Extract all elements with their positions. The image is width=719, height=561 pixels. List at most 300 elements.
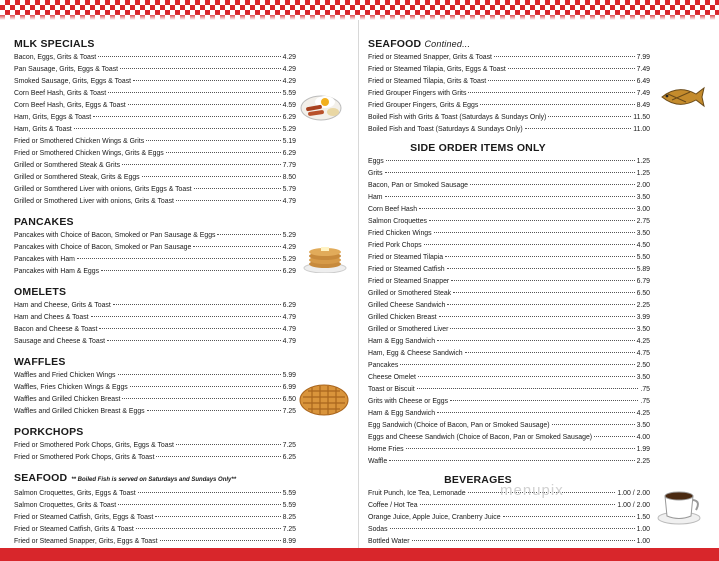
dot-leader [450,400,638,401]
menu-item-name: Grits with Cheese or Eggs [368,398,449,405]
dot-leader [99,328,280,329]
menu-item-price: .75 [640,398,650,405]
dot-leader [217,234,280,235]
menu-item-price: 7.49 [636,90,650,97]
menu-item [14,512,296,524]
section-title-text: OMELETS [14,286,67,298]
menu-item-name: Grits [368,170,383,177]
menu-item-price: 2.00 [636,182,650,189]
menu-item-name: Pancakes with Ham & Eggs [14,268,100,275]
dot-leader [385,172,635,173]
menu-item-name: Ham & Egg Sandwich [368,338,436,345]
menu-item [368,500,650,512]
mlk-items [14,52,296,208]
dot-leader [146,140,280,141]
menu-item-name: Fried or Smothered Pork Chops, Grits, Eggs & Toast [14,442,174,449]
bottom-red-bar [0,548,719,561]
menu-item-price: 3.50 [636,230,650,237]
menu-item-price: 7.25 [282,442,296,449]
dot-leader [166,152,281,153]
menu-item-price: 4.79 [282,338,296,345]
menu-item-name: Ham and Cheese, Grits & Toast [14,302,111,309]
menu-item-price: 1.25 [636,158,650,165]
menu-item-name: Grilled or Somthered Liver with onions, Grits Eggs & Toast [14,186,192,193]
menu-item [368,192,650,204]
menu-item-price: 6.25 [282,454,296,461]
menu-item [368,312,650,324]
dot-leader [420,504,616,505]
menu-item-name: Home Fries [368,446,404,453]
menu-item [14,64,296,76]
menu-item-price: 3.50 [636,374,650,381]
menu-item [368,420,650,432]
dot-leader [437,412,635,413]
section-title-text: SEAFOOD [14,472,68,484]
menu-item [14,254,296,266]
dot-leader [508,68,635,69]
menu-item [368,288,650,300]
menu-item-price: 4.29 [282,54,296,61]
menu-item-name: Sausage and Cheese & Toast [14,338,106,345]
dot-leader [470,184,635,185]
dot-leader [548,116,631,117]
dot-leader [142,176,281,177]
menu-item-name: Boiled Fish with Grits & Toast (Saturdays & Sundays Only) [368,114,547,121]
menu-item-price: 5.79 [282,186,296,193]
menu-item-price: 5.29 [282,126,296,133]
dot-leader [451,280,634,281]
dot-leader [488,80,634,81]
menu-item-price: 8.25 [282,514,296,521]
dot-leader [156,456,280,457]
menu-item [14,524,296,536]
dot-leader [77,258,281,259]
boiled-fish-note: ** Boiled Fish is served on Saturdays and Sundays Only** [71,477,237,483]
menu-item-price: 4.79 [282,198,296,205]
menu-item [368,124,650,136]
menu-item-name: Ham [368,194,383,201]
menu-item [368,336,650,348]
menu-item-name: Fried or Steamed Tilapia, Grits & Toast [368,78,487,85]
coffee-cup-icon [656,486,702,526]
menu-item-name: Egg Sandwich (Choice of Bacon, Pan or Smoked Sausage) [368,422,550,429]
menu-item-name: Salmon Croquettes, Grits & Toast [14,502,117,509]
menu-item-price: 8.50 [282,174,296,181]
menu-item-price: 1.50 [636,514,650,521]
menu-item-name: Pan Sausage, Grits, Eggs & Toast [14,66,119,73]
menu-item-price: 7.49 [636,66,650,73]
menu-item-price: 1.00 [636,526,650,533]
dot-leader [108,92,280,93]
menu-item [14,184,296,196]
menu-item-price: 7.25 [282,408,296,415]
menu-item-price: 4.75 [636,350,650,357]
menu-item [368,100,650,112]
dot-leader [437,340,635,341]
menu-item-price: 4.59 [282,102,296,109]
menu-item [14,536,296,548]
dot-leader [118,374,281,375]
menu-item [368,88,650,100]
dot-leader [160,540,281,541]
menu-item-price: 4.29 [282,244,296,251]
menu-item-price: 3.99 [636,314,650,321]
menu-item-name: Fried Chicken Wings [368,230,432,237]
dot-leader [386,160,635,161]
menu-item-name: Fried Grouper Fingers with Grits [368,90,467,97]
section-title-text: PANCAKES [14,216,74,228]
dot-leader [417,388,639,389]
menu-item-price: 1.00 / 2.00 [617,502,650,509]
menu-item-price: 7.25 [282,526,296,533]
waffle-items [14,370,296,418]
section-title-text: WAFFLES [14,356,66,368]
menu-item-price: 5.19 [282,138,296,145]
menu-item-price: 6.29 [282,114,296,121]
menu-item-name: Fruit Punch, Ice Tea, Lemonade [368,490,466,497]
menu-item-name: Fried or Smothered Chicken Wings, Grits & Eggs [14,150,164,157]
menu-item [14,406,296,418]
menu-item [14,112,296,124]
dot-leader [424,244,635,245]
dot-leader [400,364,634,365]
section-title-text: PORKCHOPS [14,426,84,438]
menu-item-price: .75 [640,386,650,393]
menu-item-price: 4.25 [636,338,650,345]
menu-item [14,394,296,406]
menu-item [368,252,650,264]
page-fold-divider [358,20,359,548]
menu-item-name: Fried or Steamed Catfish [368,266,445,273]
dot-leader [107,340,281,341]
menu-item-name: Corn Beef Hash, Grits & Toast [14,90,107,97]
dot-leader [122,398,280,399]
dot-leader [130,386,281,387]
porkchop-items [14,440,296,464]
menu-item [368,432,650,444]
menu-item-price: 8.99 [282,538,296,545]
menu-item [14,160,296,172]
menu-item-name: Grilled or Smothered Steak [368,290,452,297]
dot-leader [91,316,281,317]
dot-leader [412,540,635,541]
menu-item-name: Ham, Grits & Toast [14,126,72,133]
dot-leader [122,164,281,165]
menu-item-price: 6.79 [636,278,650,285]
dot-leader [390,528,635,529]
menu-item-price: 2.75 [636,218,650,225]
dot-leader [439,316,635,317]
menu-item [14,172,296,184]
menu-item-name: Bottled Water [368,538,410,545]
menu-item [368,168,650,180]
dot-leader [136,528,281,529]
menu-item [14,52,296,64]
dot-leader [406,448,635,449]
menu-item-name: Orange Juice, Apple Juice, Cranberry Juice [368,514,501,521]
menu-item-price: 6.50 [282,396,296,403]
menu-item [14,382,296,394]
menu-item-name: Fried or Steamed Snapper, Grits, Eggs & Toast [14,538,158,545]
section-title-text: MLK SPECIALS [14,38,95,50]
dot-leader [101,270,281,271]
menu-item-price: 5.29 [282,232,296,239]
menu-item-price: 2.50 [636,362,650,369]
side-order-items [368,156,650,468]
menu-item [14,336,296,348]
menu-item [368,52,650,64]
menu-item-name: Fried or Steamed Tilapia [368,254,444,261]
section-title-side-orders [368,142,650,154]
menu-item-name: Grilled or Somthered Steak & Grits [14,162,121,169]
menu-item-name: Salmon Croquettes [368,218,427,225]
dot-leader [447,304,634,305]
menu-item [368,536,650,548]
section-title-seafood-continued [368,38,650,50]
dot-leader [147,410,281,411]
menu-item-name: Fried or Smothered Chicken Wings & Grits [14,138,145,145]
menu-item-price: 4.50 [636,242,650,249]
menu-item [14,88,296,100]
menu-item [368,216,650,228]
menu-item-name: Bacon, Eggs, Grits & Toast [14,54,97,61]
menu-item [14,370,296,382]
menu-item-name: Waffles, Fries Chicken Wings & Eggs [14,384,128,391]
menu-right-column [368,36,650,548]
menu-item-name: Sodas [368,526,388,533]
menu-item [14,242,296,254]
menu-item-price: 4.00 [636,434,650,441]
menu-item [368,444,650,456]
menu-item-name: Salmon Croquettes, Grits, Eggs & Toast [14,490,136,497]
dot-leader [480,104,634,105]
menu-item-name: Fried Grouper Fingers, Grits & Eggs [368,102,479,109]
menu-item [368,396,650,408]
menu-item [14,440,296,452]
menu-item-price: 4.25 [636,410,650,417]
menu-item [368,264,650,276]
dot-leader [429,220,635,221]
menu-item [14,76,296,88]
menu-item-name: Ham, Grits, Eggs & Toast [14,114,92,121]
dot-leader [155,516,280,517]
section-title-text: SIDE ORDER ITEMS ONLY [410,142,546,154]
menu-item-price: 6.29 [282,268,296,275]
fried-fish-icon [656,82,706,112]
menu-item [14,136,296,148]
section-title-mlk [14,38,296,50]
menu-item-price: 4.79 [282,326,296,333]
menu-item [14,196,296,208]
menu-item-name: Corn Beef Hash [368,206,418,213]
menu-item-price: 1.25 [636,170,650,177]
menu-item-name: Eggs [368,158,384,165]
menu-item [14,230,296,242]
menu-item-price: 11.00 [633,126,650,133]
seafood-continued-items [368,52,650,136]
dot-leader [118,504,280,505]
menu-item [14,488,296,500]
dot-leader [138,492,281,493]
menu-item [14,300,296,312]
dot-leader [113,304,281,305]
menu-item [14,100,296,112]
menu-item-name: Ham and Chees & Toast [14,314,89,321]
menu-item-name: Grilled Cheese Sandwich [368,302,446,309]
menu-item [368,76,650,88]
menu-item-name: Toast or Biscuit [368,386,415,393]
dot-leader [453,292,634,293]
menu-item [14,312,296,324]
dot-leader [552,424,635,425]
dot-leader [120,68,281,69]
menu-item [368,524,650,536]
menu-item [14,452,296,464]
menu-item [368,408,650,420]
menu-item-price: 3.50 [636,422,650,429]
menu-item-price: 1.00 / 2.00 [617,490,650,497]
dot-leader [93,116,280,117]
menu-item-name: Bacon and Cheese & Toast [14,326,98,333]
dot-leader [503,516,635,517]
menu-left-column [14,36,296,548]
dot-leader [389,460,634,461]
menu-item [368,276,650,288]
menu-item-name: Grilled Chicken Breast [368,314,437,321]
menu-item-name: Grilled or Somthered Steak, Grits & Eggs [14,174,140,181]
menu-item-price: 8.49 [636,102,650,109]
menu-item [368,348,650,360]
dot-leader [74,128,281,129]
menu-item-name: Corn Beef Hash, Grits, Eggs & Toast [14,102,126,109]
menu-item-name: Ham, Egg & Cheese Sandwich [368,350,463,357]
dot-leader [98,56,280,57]
menu-item-price: 1.00 [636,538,650,545]
menu-item [368,240,650,252]
menu-item-name: Fried or Smothered Pork Chops, Grits & Toast [14,454,155,461]
menu-item-price: 5.59 [282,90,296,97]
menu-item-name: Bacon, Pan or Smoked Sausage [368,182,468,189]
seafood-items [14,488,296,548]
menu-item-price: 5.50 [636,254,650,261]
dot-leader [194,188,281,189]
menu-item-price: 7.79 [282,162,296,169]
menu-item-price: 5.99 [282,372,296,379]
menu-item-price: 5.59 [282,502,296,509]
menu-item [368,156,650,168]
menu-item-name: Fried or Steamed Catfish, Grits & Toast [14,526,134,533]
menu-item [368,64,650,76]
menu-item-price: 4.29 [282,78,296,85]
menu-item-price: 1.99 [636,446,650,453]
dot-leader [419,208,635,209]
menu-item-price: 2.25 [636,302,650,309]
menu-item-name: Grilled or Smothered Liver [368,326,449,333]
menu-item [368,112,650,124]
menu-item-name: Pancakes with Ham [14,256,75,263]
waffle-icon [298,383,350,417]
section-title-omelets [14,286,296,298]
section-title-seafood [14,472,296,486]
section-title-waffles [14,356,296,368]
dot-leader [447,268,635,269]
menu-item-name: Pancakes with Choice of Bacon, Smoked or Pan Sausage [14,244,192,251]
dot-leader [594,436,634,437]
menu-item-name: Pancakes [368,362,399,369]
menu-item-price: 4.29 [282,66,296,73]
breakfast-plate-icon [300,88,342,122]
dot-leader [465,352,635,353]
dot-leader [525,128,632,129]
watermark: menupix [500,482,564,499]
dot-leader [445,256,635,257]
menu-item [368,512,650,524]
dot-leader [418,376,635,377]
dot-leader [385,196,635,197]
menu-item-price: 3.00 [636,206,650,213]
menu-item [368,456,650,468]
dot-leader [494,56,635,57]
menu-item-name: Fried Pork Chops [368,242,422,249]
dot-leader [434,232,635,233]
menu-item [368,228,650,240]
section-title-pancakes [14,216,296,228]
menu-item-price: 4.79 [282,314,296,321]
menu-item-name: Fried or Steamed Snapper [368,278,450,285]
section-title-text: BEVERAGES [444,474,512,486]
menu-item [368,324,650,336]
omelet-items [14,300,296,348]
menu-item [14,148,296,160]
menu-item-name: Pancakes with Choice of Bacon, Smoked or Pan Sausage & Eggs [14,232,216,239]
menu-item [14,324,296,336]
menu-item-name: Waffles and Grilled Chicken Breast [14,396,121,403]
menu-item-price: 5.59 [282,490,296,497]
menu-item-price: 3.50 [636,194,650,201]
continued-label: Contined... [424,39,471,49]
menu-item-name: Boiled Fish and Toast (Saturdays & Sundays Only) [368,126,523,133]
menu-item-name: Coffee / Hot Tea [368,502,418,509]
menu-item-name: Fried or Steamed Catfish, Grits, Eggs & Toast [14,514,154,521]
menu-item-name: Waffles and Fried Chicken Wings [14,372,116,379]
menu-item-price: 11.50 [633,114,650,121]
dot-leader [176,200,281,201]
menu-item [368,204,650,216]
dot-leader [450,328,634,329]
menu-item-price: 6.29 [282,150,296,157]
menu-item-name: Waffle [368,458,388,465]
menu-item [368,372,650,384]
menu-item-price: 6.50 [636,290,650,297]
menu-item-price: 5.89 [636,266,650,273]
menu-item-name: Fried or Steamed Snapper, Grits & Toast [368,54,492,61]
menu-item [14,500,296,512]
menu-item [368,300,650,312]
menu-item [14,124,296,136]
menu-item-price: 7.99 [636,54,650,61]
dot-leader [128,104,281,105]
section-title-text: SEAFOOD [368,38,422,50]
section-title-porkchops [14,426,296,438]
menu-item-price: 2.25 [636,458,650,465]
dot-leader [176,444,281,445]
menu-item [368,180,650,192]
menu-item-price: 3.50 [636,326,650,333]
menu-item-name: Cheese Omelet [368,374,416,381]
dot-leader [468,92,634,93]
menu-item [14,266,296,278]
menu-item-name: Smoked Sausage, Grits, Eggs & Toast [14,78,132,85]
